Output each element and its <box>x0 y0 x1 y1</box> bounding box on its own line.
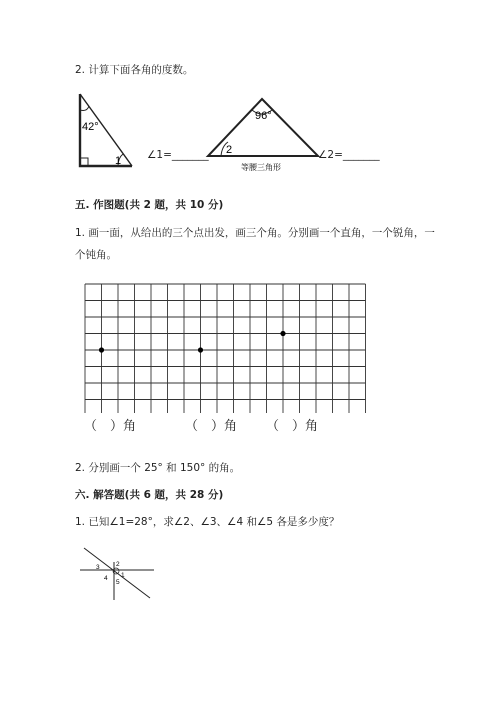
section-5-title: 五. 作图题(共 2 题，共 10 分) <box>75 199 224 211</box>
section-5-q1-line2: 个钝角。 <box>75 249 117 261</box>
angle-2-label: 2 <box>226 144 233 156</box>
angle-96-label: 96° <box>255 110 272 122</box>
isosceles-triangle-figure <box>200 92 325 174</box>
section-6-q1-text: 1. 已知∠1=28°，求∠2、∠3、∠4 和∠5 各是多少度？ <box>75 516 340 528</box>
angle-2-answer: ∠2=_______ <box>318 149 380 161</box>
angle-label-1-fig: 1 <box>121 572 125 579</box>
section-6-title: 六. 解答题(共 6 题，共 28 分) <box>75 489 224 501</box>
angle-1-label: 1 <box>115 155 122 167</box>
section-5-q1-line1: 1. 画一面，从给出的三个点出发，画三个角。分别画一个直角，一个锐角，一 <box>75 227 435 239</box>
angle-label-5-fig: 5 <box>116 579 120 586</box>
drawing-grid[interactable] <box>84 283 370 413</box>
start-point-3[interactable] <box>280 331 285 336</box>
start-point-2[interactable] <box>198 347 203 352</box>
angle-label-1: （ ）角 <box>84 419 137 434</box>
start-point-1[interactable] <box>99 347 104 352</box>
angle-label-2-fig: 2 <box>116 561 120 568</box>
angle-label-3: （ ）角 <box>266 419 319 434</box>
section-5-q2-text: 2. 分别画一个 25° 和 150° 的角。 <box>75 462 241 474</box>
angle-label-4-fig: 4 <box>104 575 108 582</box>
intersecting-lines-figure <box>74 540 160 602</box>
right-triangle-figure <box>70 90 140 172</box>
angle-42-label: 42° <box>82 121 99 133</box>
question-2-text: 2. 计算下面各角的度数。 <box>75 64 194 76</box>
angle-label-2: （ ）角 <box>185 419 238 434</box>
triangle-caption: 等腰三角形 <box>241 163 281 172</box>
angle-label-3-fig: 3 <box>96 564 100 571</box>
angle-1-answer: ∠1=_______ <box>147 149 209 161</box>
